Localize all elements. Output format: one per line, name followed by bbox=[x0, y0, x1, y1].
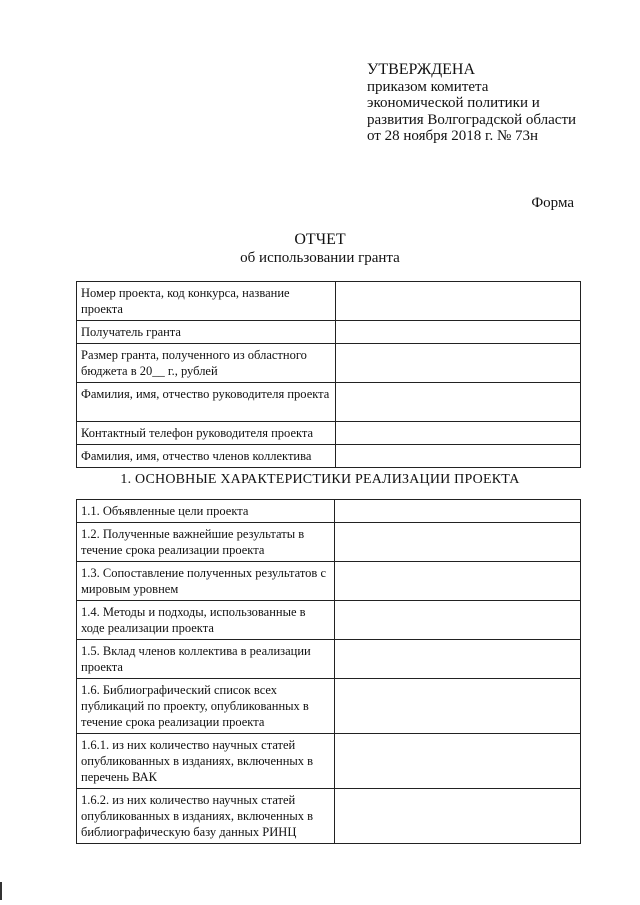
row-label: Получатель гранта bbox=[77, 321, 336, 344]
section-1-title: 1. ОСНОВНЫЕ ХАРАКТЕРИСТИКИ РЕАЛИЗАЦИИ ПРОЕКТА bbox=[120, 472, 520, 487]
row-value[interactable] bbox=[335, 679, 581, 734]
approval-line: от 28 ноября 2018 г. № 73н bbox=[367, 128, 539, 144]
table-row bbox=[77, 344, 581, 383]
row-label: 1.6.2. из них количество научных статей опубликованных в изданиях, включенных в библиографическую базу данных РИНЦ bbox=[77, 789, 335, 844]
table-row bbox=[77, 601, 581, 640]
info-table bbox=[76, 281, 581, 468]
table-row bbox=[77, 500, 581, 523]
characteristics-table bbox=[76, 499, 581, 844]
row-label: Размер гранта, полученного из областного бюджета в 20__ г., рублей bbox=[77, 344, 336, 383]
row-label: 1.2. Полученные важнейшие результаты в течение срока реализации проекта bbox=[77, 523, 335, 562]
row-value[interactable] bbox=[335, 523, 581, 562]
row-label: Номер проекта, код конкурса, название проекта bbox=[77, 282, 336, 321]
row-value[interactable] bbox=[335, 789, 581, 844]
table-row bbox=[77, 422, 581, 445]
row-value[interactable] bbox=[335, 562, 581, 601]
row-label: Контактный телефон руководителя проекта bbox=[77, 422, 336, 445]
table-row bbox=[77, 282, 581, 321]
table-row bbox=[77, 523, 581, 562]
table-row bbox=[77, 383, 581, 422]
row-value[interactable] bbox=[336, 321, 581, 344]
form-label: Форма bbox=[531, 195, 574, 211]
approval-line: развития Волгоградской области bbox=[367, 111, 577, 128]
table-row bbox=[77, 562, 581, 601]
report-subtitle: об использовании гранта bbox=[240, 250, 400, 266]
row-value[interactable] bbox=[335, 640, 581, 679]
row-label: 1.6.1. из них количество научных статей опубликованных в изданиях, включенных в перечень ВАК bbox=[77, 734, 335, 789]
row-value[interactable] bbox=[335, 601, 581, 640]
report-title: ОТЧЕТ bbox=[294, 231, 346, 248]
row-value[interactable] bbox=[335, 734, 581, 789]
row-value[interactable] bbox=[336, 422, 581, 445]
table-row bbox=[77, 321, 581, 344]
approval-stamp bbox=[367, 62, 576, 145]
row-label: 1.3. Сопоставление полученных результатов с мировым уровнем bbox=[77, 562, 335, 601]
table-row bbox=[77, 734, 581, 789]
row-value[interactable] bbox=[336, 383, 581, 422]
scan-edge-mark bbox=[0, 882, 2, 900]
table-row bbox=[77, 640, 581, 679]
row-value[interactable] bbox=[336, 445, 581, 468]
row-label: Фамилия, имя, отчество руководителя проекта bbox=[77, 383, 336, 422]
table-row bbox=[77, 679, 581, 734]
table-row bbox=[77, 445, 581, 468]
table-row bbox=[77, 789, 581, 844]
row-label: 1.5. Вклад членов коллектива в реализации проекта bbox=[77, 640, 335, 679]
row-value[interactable] bbox=[336, 344, 581, 383]
row-label: 1.6. Библиографический список всех публикаций по проекту, опубликованных в течение срока реализации проекта bbox=[77, 679, 335, 734]
approval-line: экономической политики и bbox=[367, 95, 540, 111]
approval-title: УТВЕРЖДЕНА bbox=[367, 61, 476, 78]
row-label: 1.4. Методы и подходы, использованные в ходе реализации проекта bbox=[77, 601, 335, 640]
approval-line: приказом комитета bbox=[367, 78, 489, 95]
row-label: 1.1. Объявленные цели проекта bbox=[77, 500, 335, 523]
row-label: Фамилия, имя, отчество членов коллектива bbox=[77, 445, 336, 468]
row-value[interactable] bbox=[336, 282, 581, 321]
row-value[interactable] bbox=[335, 500, 581, 523]
